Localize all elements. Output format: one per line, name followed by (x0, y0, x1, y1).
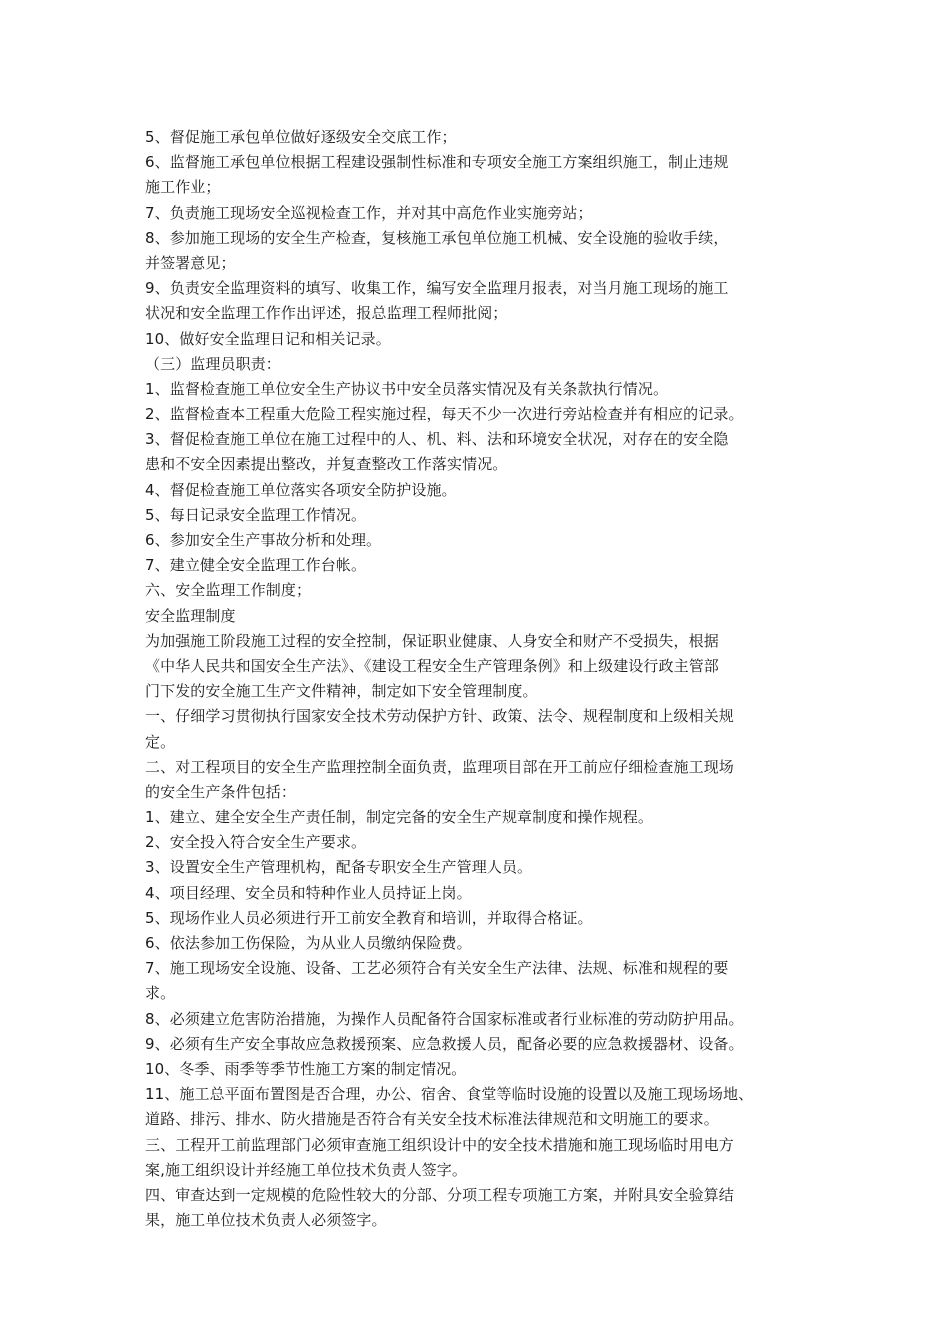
text-line: 果，施工单位技术负责人必须签字。 (145, 1211, 387, 1230)
text-line: 安全监理制度 (145, 606, 236, 625)
text-line: 一、仔细学习贯彻执行国家安全技术劳动保护方针、政策、法令、规程制度和上级相关规 (145, 707, 734, 726)
text-line: 二、对工程项目的安全生产监理控制全面负责，监理项目部在开工前应仔细检查施工现场 (145, 757, 734, 776)
text-line: 六、安全监理工作制度； (145, 581, 312, 600)
text-line: 求。 (145, 984, 176, 1003)
text-line: 施工作业； (145, 178, 221, 197)
text-line: 门下发的安全施工生产文件精神，制定如下安全管理制度。 (145, 682, 538, 701)
text-line: 10、冬季、雨季等季节性施工方案的制定情况。 (145, 1059, 467, 1078)
text-line: 案,施工组织设计并经施工单位技术负责人签字。 (145, 1160, 467, 1179)
text-line: 5、督促施工承包单位做好逐级安全交底工作； (145, 128, 457, 146)
document-body (145, 125, 815, 1233)
text-line: 状况和安全监理工作作出评述，报总监理工程师批阅； (145, 304, 508, 323)
text-line: 5、现场作业人员必须进行开工前安全教育和培训，并取得合格证。 (145, 908, 593, 927)
text-line: 10、做好安全监理日记和相关记录。 (145, 329, 391, 348)
text-line: （三）监理员职责： (145, 354, 281, 373)
text-line: 1、建立、建全安全生产责任制，制定完备的安全生产规章制度和操作规程。 (145, 808, 653, 827)
text-line: 三、工程开工前监理部门必须审查施工组织设计中的安全技术措施和施工现场临时用电方 (145, 1135, 734, 1154)
text-line: 2、监督检查本工程重大危险工程实施过程，每天不少一次进行旁站检查并有相应的记录。 (145, 405, 744, 424)
text-line: 并签署意见； (145, 253, 236, 272)
text-line: 9、负责安全监理资料的填写、收集工作，编写安全监理月报表，对当月施工现场的施工 (145, 279, 729, 298)
text-line: 3、设置安全生产管理机构，配备专职安全生产管理人员。 (145, 858, 533, 877)
text-line: 5、每日记录安全监理工作情况。 (145, 505, 367, 524)
text-line: 3、督促检查施工单位在施工过程中的人、机、料、法和环境安全状况，对存在的安全隐 (145, 430, 729, 449)
text-line: 四、审查达到一定规模的危险性较大的分部、分项工程专项施工方案，并附具安全验算结 (145, 1185, 734, 1204)
text-line: 7、负责施工现场安全巡视检查工作，并对其中高危作业实施旁站； (145, 203, 593, 222)
text-line: 的安全生产条件包括： (145, 782, 297, 801)
text-line: 定。 (145, 732, 176, 751)
text-line: 6、依法参加工伤保险，为从业人员缴纳保险费。 (145, 934, 472, 952)
text-line: 道路、排污、排水、防火措施是否符合有关安全技术标准法律规范和文明施工的要求。 (145, 1110, 719, 1129)
text-line: 7、建立健全安全监理工作台帐。 (145, 556, 367, 575)
text-line: 1、监督检查施工单位安全生产协议书中安全员落实情况及有关条款执行情况。 (145, 379, 669, 398)
text-line: 4、督促检查施工单位落实各项安全防护设施。 (145, 480, 457, 499)
text-line: 8、必须建立危害防治措施，为操作人员配备符合国家标准或者行业标准的劳动防护用品。 (145, 1009, 744, 1028)
text-line: 7、施工现场安全设施、设备、工艺必须符合有关安全生产法律、法规、标准和规程的要 (145, 959, 729, 978)
text-line: 11、施工总平面布置图是否合理，办公、宿舍、食堂等临时设施的设置以及施工现场场地、 (145, 1085, 754, 1104)
text-line: 为加强施工阶段施工过程的安全控制，保证职业健康、人身安全和财产不受损失，根据 (145, 631, 719, 650)
text-line: 8、参加施工现场的安全生产检查，复核施工承包单位施工机械、安全设施的验收手续， (145, 228, 729, 247)
text-line: 6、监督施工承包单位根据工程建设强制性标准和专项安全施工方案组织施工，制止违规 (145, 153, 729, 172)
text-line: 《中华人民共和国安全生产法》、《建设工程安全生产管理条例》和上级建设行政主管部 (145, 656, 719, 675)
text-line: 9、必须有生产安全事故应急救援预案、应急救援人员，配备必要的应急救援器材、设备。 (145, 1034, 744, 1053)
text-line: 2、安全投入符合安全生产要求。 (145, 833, 367, 852)
text-line: 患和不安全因素提出整改，并复查整改工作落实情况。 (145, 455, 508, 474)
text-line: 6、参加安全生产事故分析和处理。 (145, 531, 382, 549)
text-line: 4、项目经理、安全员和特种作业人员持证上岗。 (145, 883, 472, 902)
